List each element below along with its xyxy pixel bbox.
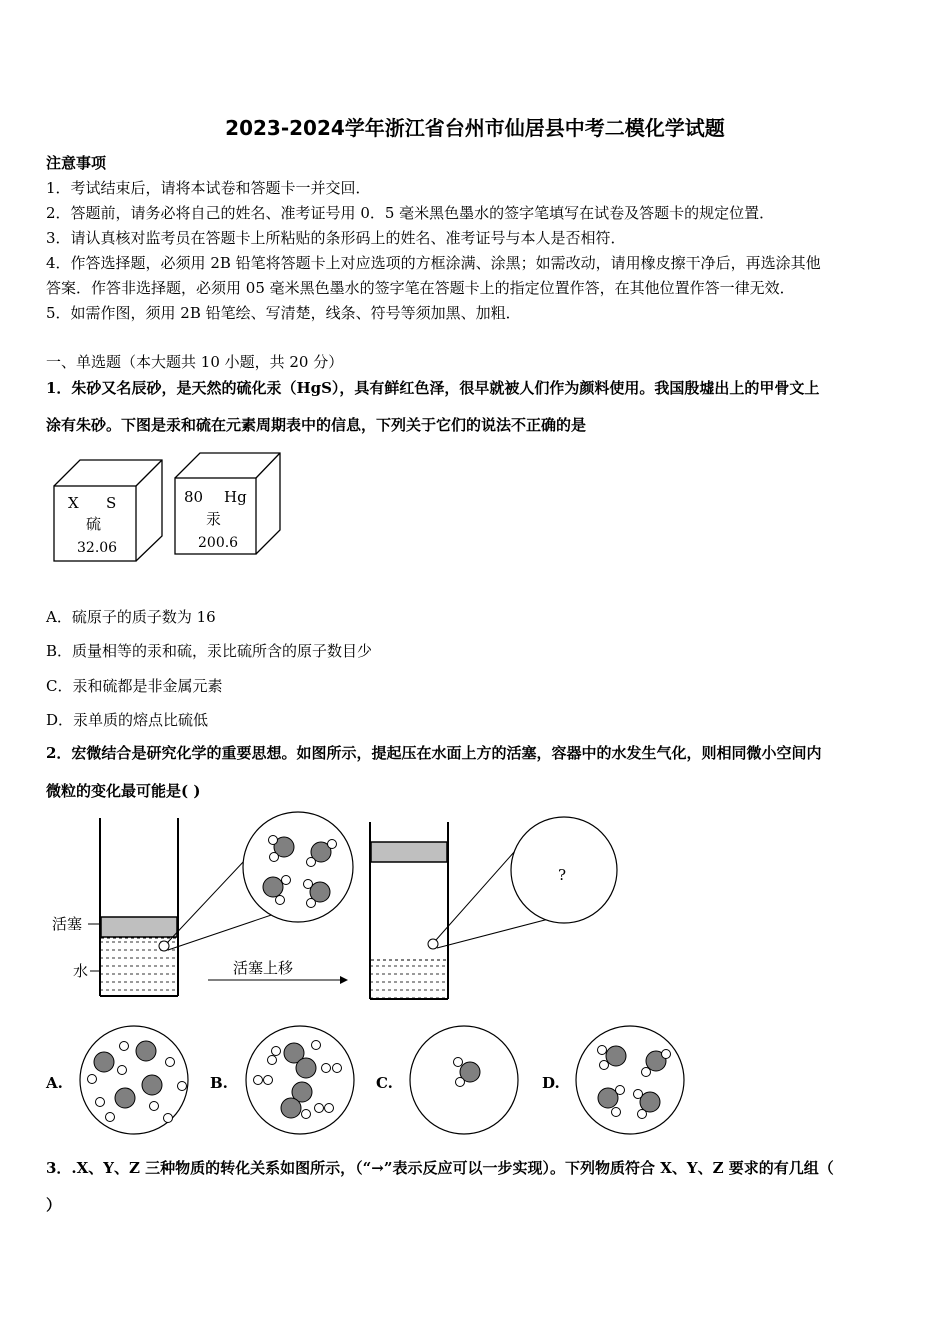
notice-item: 4．作答选择题，必须用 2B 铅笔将答题卡上对应选项的方框涂满、涂黑；如需改动，请用橡皮擦干净后，再选涂其他 [46, 254, 821, 272]
section-heading: 一、单选题（本大题共 10 小题，共 20 分） [46, 353, 344, 371]
q1-option-d[interactable]: D．汞单质的熔点比硫低 [46, 711, 209, 729]
q2-options-figure [40, 1022, 700, 1142]
q2-option-a-label: A. [46, 1074, 63, 1092]
q2-stem-line1: 2．宏微结合是研究化学的重要思想。如图所示，提起压在水面上方的活塞，容器中的水发生气化，则相同微小空间内 [46, 744, 822, 762]
q2-option-c-circle[interactable] [410, 1026, 518, 1134]
piston-after [371, 842, 447, 862]
q3-stem-line2: ） [46, 1196, 62, 1214]
mercury-number: 80 [184, 488, 204, 506]
mercury-name: 汞 [206, 510, 222, 528]
q2-stem-line2: 微粒的变化最可能是( ) [46, 782, 201, 800]
q2-option-d-circle[interactable] [576, 1026, 684, 1134]
magnified-view-after [511, 817, 617, 923]
water-after [371, 960, 447, 998]
magnified-view-before [243, 812, 353, 922]
notice-item: 3．请认真核对监考员在答题卡上所粘贴的条形码上的姓名、准考证号与本人是否相符． [46, 229, 626, 247]
q2-option-b-circle[interactable] [246, 1026, 354, 1134]
label-water: 水 [73, 962, 89, 980]
element-cell-mercury [175, 453, 280, 554]
notice-heading: 注意事项 [46, 154, 107, 172]
q2-option-c-label: C. [376, 1074, 393, 1092]
label-arrow: 活塞上移 [233, 959, 294, 977]
page-title: 2023-2024学年浙江省台州市仙居县中考二模化学试题 [225, 116, 725, 140]
label-piston: 活塞 [52, 915, 83, 933]
sulfur-number: X [68, 494, 79, 512]
sulfur-name: 硫 [86, 515, 102, 533]
q1-option-b[interactable]: B．质量相等的汞和硫，汞比硫所含的原子数目少 [46, 642, 373, 660]
arrow-right-icon [340, 976, 348, 984]
notice-item: 1．考试结束后，请将本试卷和答题卡一并交回． [46, 179, 371, 197]
q2-option-b-label: B. [210, 1074, 228, 1092]
periodic-table-figure [40, 440, 300, 580]
mercury-mass: 200.6 [198, 535, 239, 551]
piston-before [101, 917, 177, 937]
q2-option-a-circle[interactable] [80, 1026, 188, 1134]
question-mark: ? [558, 866, 567, 884]
q1-stem-line2: 涂有朱砂。下图是汞和硫在元素周期表中的信息，下列关于它们的说法不正确的是 [46, 416, 587, 434]
q2-option-d-label: D. [542, 1074, 560, 1092]
q3-stem-line1: 3．.X、Y、Z 三种物质的转化关系如图所示，（“→”表示反应可以一步实现）。下列物质符合 X、Y、Z 要求的有几组（ [46, 1159, 834, 1177]
q1-option-c[interactable]: C．汞和硫都是非金属元素 [46, 677, 223, 695]
piston-diagram [40, 810, 640, 1010]
notice-item: 答案．作答非选择题，必须用 05 毫米黑色墨水的签字笔在答题卡上的指定位置作答，在其他位置作答一律无效． [46, 279, 795, 297]
sulfur-symbol: S [106, 494, 117, 512]
q1-stem-line1: 1．朱砂又名辰砂，是天然的硫化汞（HgS），具有鲜红色泽，很早就被人们作为颜料使用。我国殷墟出上的甲骨文上 [46, 379, 820, 397]
mercury-symbol: Hg [224, 488, 247, 506]
element-cell-sulfur [54, 460, 162, 561]
notice-item: 5．如需作图，须用 2B 铅笔绘、写清楚，线条、符号等须加黑、加粗． [46, 304, 521, 322]
q1-option-a[interactable]: A．硫原子的质子数为 16 [46, 608, 216, 626]
sulfur-mass: 32.06 [77, 540, 118, 556]
notice-item: 2．答题前，请务必将自己的姓名、准考证号用 0．5 毫米黑色墨水的签字笔填写在试卷及答题卡的规定位置． [46, 204, 775, 222]
